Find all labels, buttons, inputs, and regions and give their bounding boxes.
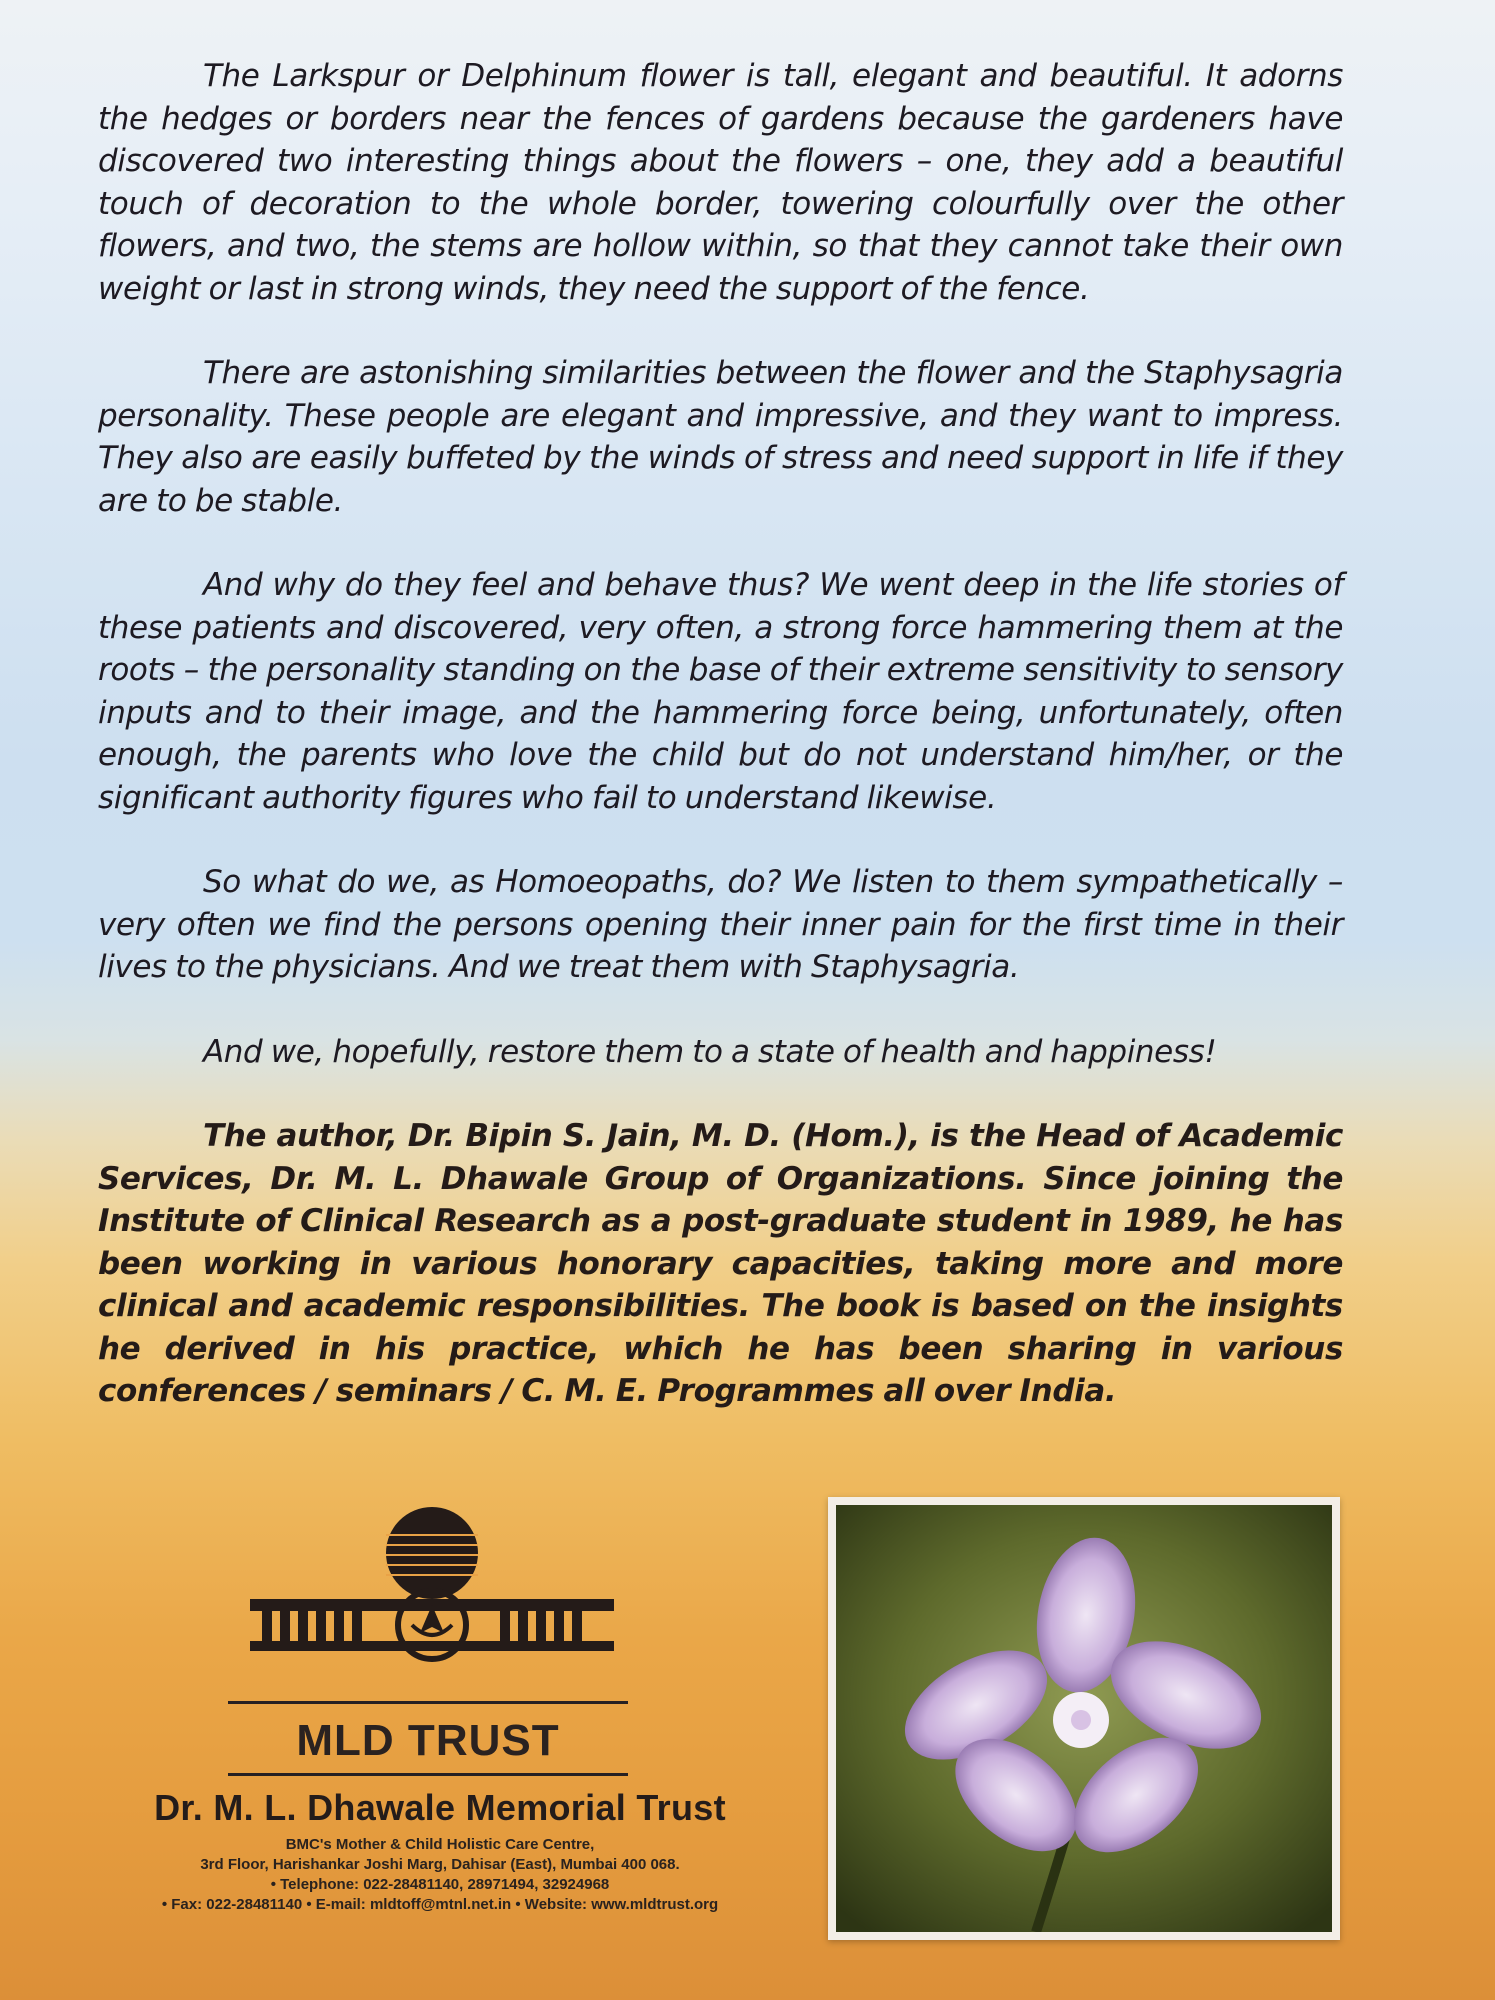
address-line-1: BMC's Mother & Child Holistic Care Centre,: [285, 1836, 595, 1853]
publisher-name: Dr. M. L. Dhawale Memorial Trust: [154, 1787, 726, 1828]
larkspur-flower-photo-icon: [836, 1505, 1332, 1932]
paragraph-similarities: There are astonishing similarities between the flower and the Staphysagria personality. These people are elegant and impressive, and they want to impress. They also are easily buffeted by the winds of stress and need support in life if they are to be stable.: [98, 355, 1343, 519]
paragraph-restore: And we, hopefully, restore them to a state of health and happiness!: [203, 1033, 1217, 1070]
flower-photo: [828, 1497, 1340, 1940]
mld-trust-emblem-icon: [200, 1505, 660, 1665]
author-bio: The author, Dr. Bipin S. Jain, M. D. (Hom.), is the Head of Academic Services, Dr. M. L. Dhawale Group of Organizations. Since joining the Institute of Clinical Research as a post-graduate student in 1989, he has been working in various honorary capacities, taking more and more clinical and academic responsibilities. The book is based on the insights he derived in his practice, which he has been sharing in various conferences / seminars / C. M. E. Programmes all over India.: [98, 1118, 1343, 1409]
paragraph-treatment: So what do we, as Homoeopaths, do? We listen to them sympathetically – very often we find the persons opening their inner pain for the first time in their lives to the physicians. And we treat them with Staphysagria.: [98, 864, 1343, 985]
back-cover-text: [98, 55, 1343, 1455]
logo-rule-top: [228, 1701, 628, 1704]
address-line-2: 3rd Floor, Harishankar Joshi Marg, Dahisar (East), Mumbai 400 068.: [200, 1856, 680, 1873]
address-line-3: • Telephone: 022-28481140, 28971494, 32924968: [270, 1876, 610, 1893]
paragraph-larkspur: The Larkspur or Delphinum flower is tall, elegant and beautiful. It adorns the hedges or borders near the fences of gardens because the gardeners have discovered two interesting things about the flowers – one, they add a beautiful touch of decoration to the whole border, towering colourfully over the other flowers, and two, the stems are hollow within, so that they cannot take their own weight or last in strong winds, they need the support of the fence.: [98, 58, 1343, 307]
paragraph-why: And why do they feel and behave thus? We went deep in the life stories of these patients and discovered, very often, a strong force hammering them at the roots – the personality standing on the base of their extreme sensitivity to sensory inputs and to their image, and the hammering force being, unfortunately, often enough, the parents who love the child but do not understand him/her, or the significant authority figures who fail to understand likewise.: [98, 567, 1343, 816]
logo-rule-bottom: [228, 1773, 628, 1776]
address-line-4: • Fax: 022-28481140 • E-mail: mldtoff@mtnl.net.in • Website: www.mldtrust.org: [161, 1896, 719, 1913]
logo-title: MLD TRUST: [296, 1716, 560, 1765]
